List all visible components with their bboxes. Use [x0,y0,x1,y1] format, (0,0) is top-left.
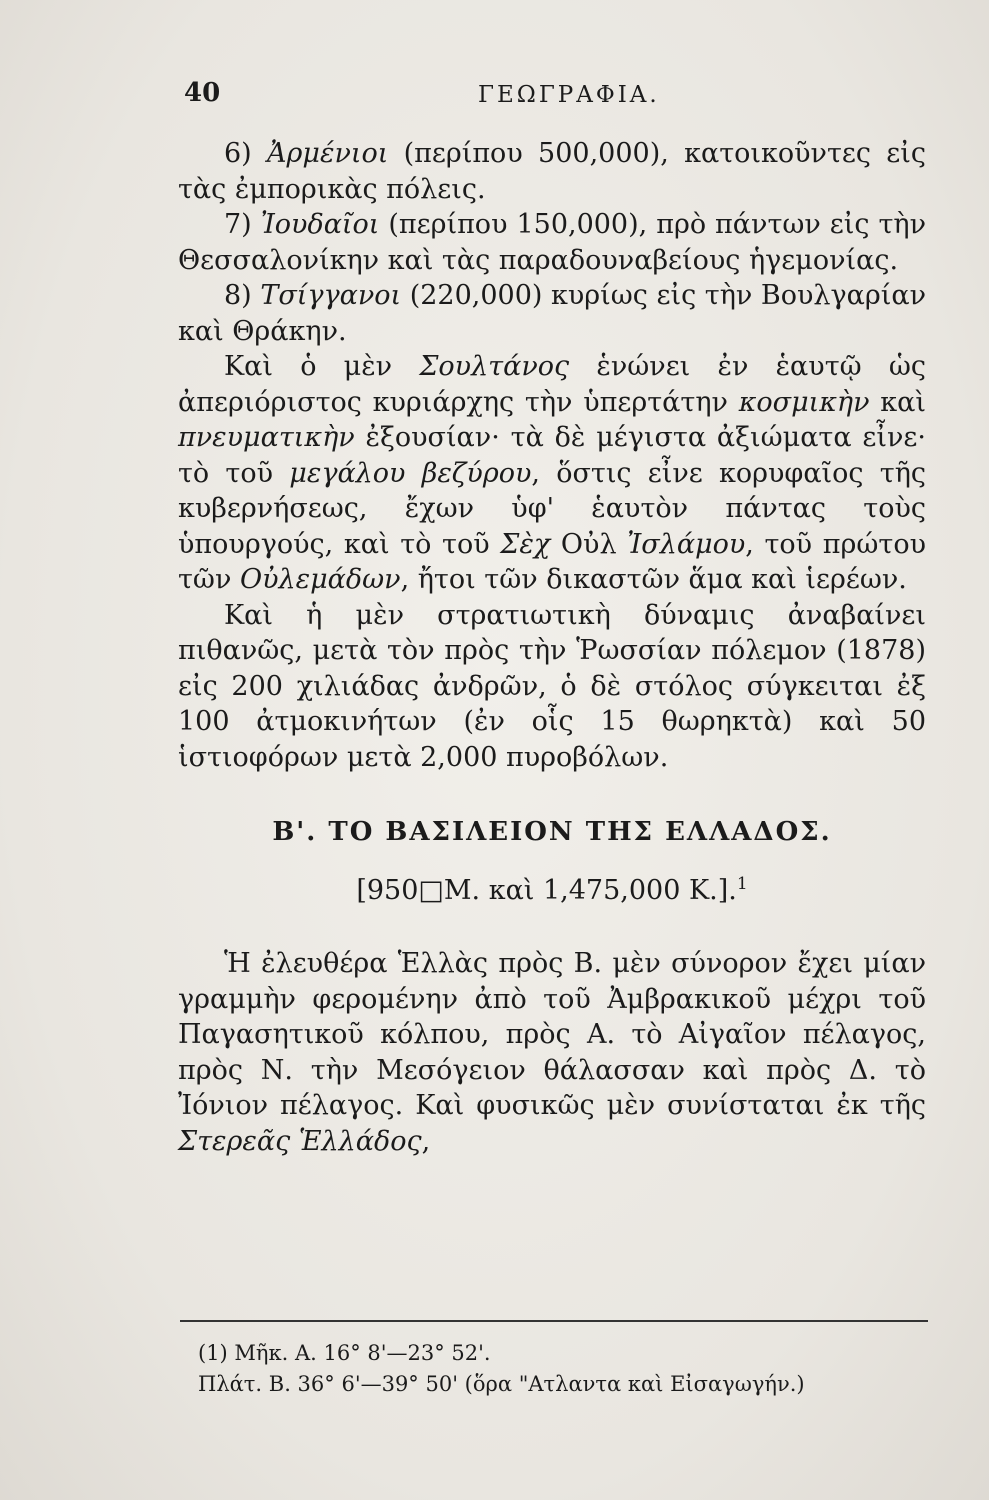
italic-term: Οὐλεμάδων [239,564,401,595]
text-run: ἐξουσίαν· τὰ δὲ μέγιστα ἀξιώματα εἶνε· τὸ τοῦ [178,422,926,489]
list-item-text: (220,000) κυρίως εἰς τὴν Βουλγαρίαν καὶ Θράκην. [178,280,927,347]
ethnic-group-name: Ἰουδαῖοι [260,209,380,240]
list-item-gypsies [178,278,926,349]
footnotes [198,1338,918,1400]
italic-term: Ἰσλάμου [627,528,746,560]
list-item-armenians [178,136,926,207]
section-heading: Β'. ΤΟ ΒΑΣΙΛΕΙΟΝ ΤΗΣ ΕΛΛΑΔΟΣ. [272,817,832,847]
footnote-latitude: Πλάτ. Β. 36° 6'—39° 50' (ὅρα "Ατλαντα καὶ Εἰσαγωγήν.) [198,1372,805,1396]
ethnic-group-name: Ἀρμένιοι [267,138,389,169]
list-item-jews [178,207,926,278]
text-run: Καὶ ὁ μὲν [224,351,420,382]
main-text [178,136,926,1159]
running-title: ΓΕΩΓΡΑΦΙΑ. [478,82,660,108]
italic-term: Σὲχ [500,528,551,560]
text-run: Οὐλ [550,528,628,560]
text-run: , τοῦ πρώτου τῶν [178,528,926,595]
sultan-paragraph [178,349,926,598]
text-run: Ἡ ἐλευθέρα Ἑλλὰς πρὸς Β. μὲν σύνορον ἔχει μίαν γραμμὴν φερομένην ἀπὸ τοῦ Ἀμβρακικοῦ μέχρι τοῦ Παγασητικοῦ κόλπου, πρὸς Α. τὸ Αἰγαῖον πέλαγος, πρὸς Ν. τὴν Μεσόγειον θάλασσαν καὶ πρὸς Δ. τὸ Ἰόνιον πέλαγος. Καὶ φυσικῶς μὲν συνίσταται ἐκ τῆς [178,948,926,1121]
area-text: [950□Μ. καὶ 1,475,000 Κ.]. [356,874,737,906]
ethnic-group-name: Τσίγγανοι [260,280,402,311]
list-number: 7) [224,209,261,240]
text-run: ἑνώνει ἐν ἑαυτῷ ὡς ἀπεριόριστος κυριάρχης τὴν ὑπερτάτην [178,351,926,418]
italic-term: πνευματικὴν [178,422,355,453]
footnote-divider [180,1320,928,1322]
area-population-line [178,867,926,909]
list-item-text: (περίπου 150,000), πρὸ πάντων εἰς τὴν Θεσσαλονίκην καὶ τὰς παραδουναβείους ἡγεμονίας. [178,209,927,276]
text-run: καὶ [869,386,926,418]
text-run: , ἤτοι τῶν δικαστῶν ἅμα καὶ ἱερέων. [400,564,907,595]
text-run: , [421,1125,431,1157]
text-run: , ὅστις εἶνε κορυφαῖος τῆς κυβερνήσεως, ἔχων ὑφ' ἑαυτὸν πάντας τοὺς ὑπουργούς, καὶ τὸ τοῦ [178,457,926,560]
italic-term: μεγάλου βεζύρου [289,457,532,489]
footnote-mark: 1 [736,873,748,894]
military-paragraph: Καὶ ἡ μὲν στρατιωτικὴ δύναμις ἀναβαίνει πιθανῶς, μετὰ τὸν πρὸς τὴν Ῥωσσίαν πόλεμον (1878) εἰς 200 χιλιάδας ἀνδρῶν, ὁ δὲ στόλος σύγκειται ἐξ 100 ἀτμοκινήτων (ἐν οἷς 15 θωρηκτὰ) καὶ 50 ἱστιοφόρων μετὰ 2,000 πυροβόλων. [178,599,926,773]
list-number: 8) [224,280,261,311]
list-number: 6) [224,138,268,169]
page-number: 40 [184,78,221,108]
italic-term: Στερεᾶς Ἑλλάδος [178,1125,422,1157]
italic-term: κοσμικὴν [738,386,870,418]
footnote-longitude: (1) Μῆκ. Α. 16° 8'—23° 52'. [198,1341,491,1365]
page-header [0,78,989,118]
list-item-text: (περίπου 500,000), κατοικοῦντες εἰς τὰς ἐμπορικὰς πόλεις. [178,138,927,205]
greece-paragraph [178,946,926,1159]
italic-term: Σουλτάνος [419,351,570,382]
